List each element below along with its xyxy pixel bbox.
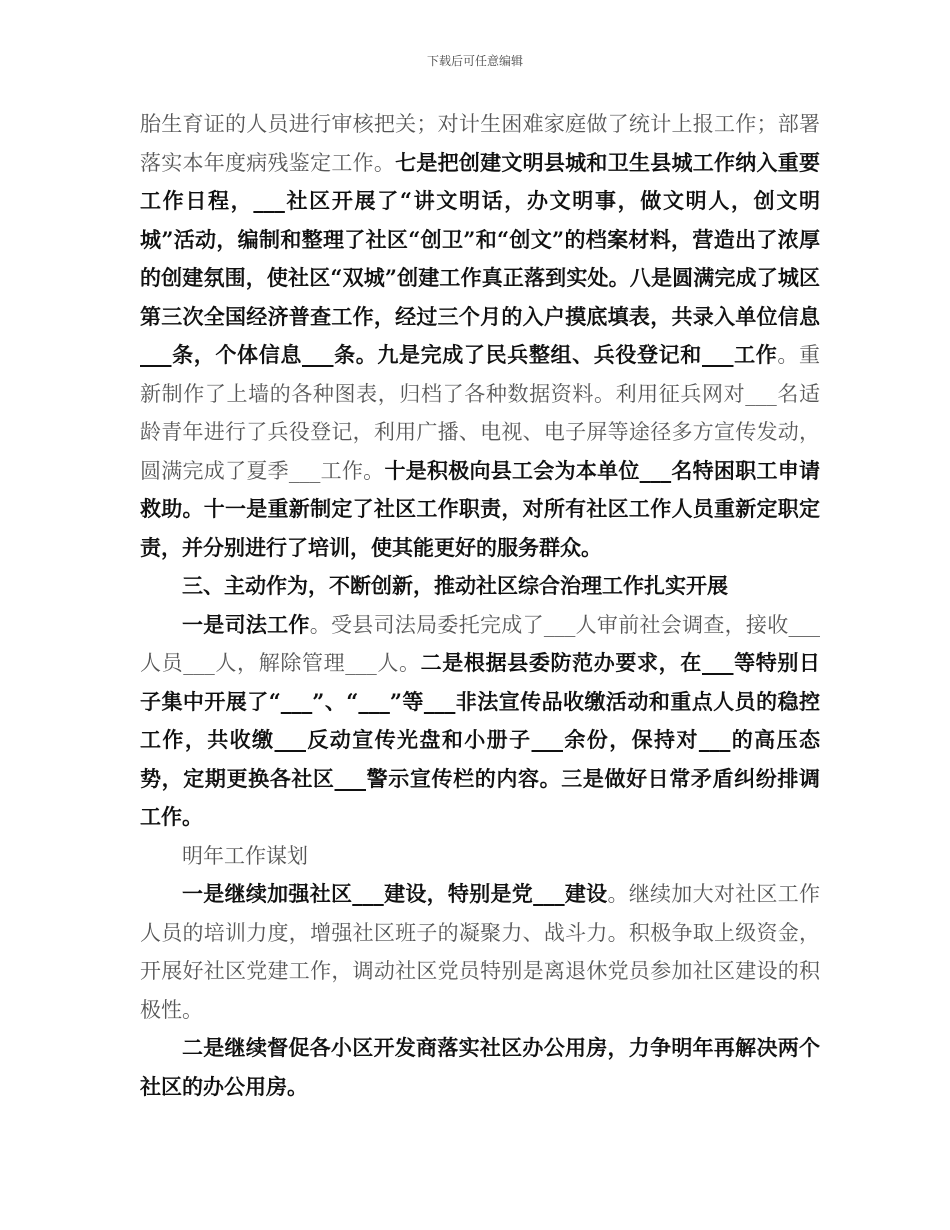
regular-text-run: 。重新制作了上墙的各种图表，归档了各种数据资料。利用征兵网对___名适龄青年进行了兵役登记，利用广播、电视、电子屏等途径多方宣传发动，圆满完成了夏季___工作。 (140, 343, 821, 483)
page-header: 下载后可任意编辑 (426, 54, 523, 68)
paragraph (140, 1029, 820, 1106)
document-body (140, 105, 820, 1106)
paragraph (140, 105, 820, 567)
bold-text-run: 一是继续加强社区___建设，特别是党___建设 (182, 881, 608, 906)
regular-text-run: 明年工作谋划 (182, 843, 308, 868)
bold-text-run: 二是继续督促各小区开发商落实社区办公用房，力争明年再解决两个社区的办公用房。 (140, 1035, 820, 1099)
paragraph (140, 837, 820, 876)
regular-text-run: 胎生育证的人员进行审核把关；对计生困难家庭做了统计上报工作；部署落实本年度病残鉴定工作。 (140, 112, 820, 175)
paragraph (140, 606, 820, 837)
bold-text-run: 七是把创建文明县城和卫生县城工作纳入重要工作日程，___社区开展了“讲文明话，办文明事，做文明人，创文明城”活动，编制和整理了社区“创卫”和“创文”的档案材料，营造出了浓厚的创建氛围，使社区“双城”创建工作真正落到实处。八是圆满完成了城区第三次全国经济普查工作，经过三个月的入户摸底填表，共录入单位信息___条，个体信息___条。九是完成了民兵整组、兵役登记和___工作 (140, 149, 821, 367)
paragraph (140, 567, 820, 606)
regular-text-run: 。受县司法局委托完成了___人审前社会调查，接收___人员___人，解除管理___人。 (140, 612, 821, 675)
bold-text-run: 一是司法工作 (182, 611, 310, 637)
bold-text-run: 三、主动作为，不断创新，推动社区综合治理工作扎实开展 (182, 573, 728, 598)
bold-text-run: 二是根据县委防范办要求，在___等特别日子集中开展了“___”、“___”等___非法宣传品收缴活动和重点人员的稳控工作，共收缴___反动宣传光盘和小册子___余份，保持对___的高压态势，定期更换各社区___警示宣传栏的内容。三是做好日常矛盾纠纷排调工作。 (140, 650, 820, 829)
regular-text-run: 。继续加大对社区工作人员的培训力度，增强社区班子的凝聚力、战斗力。积极争取上级资金，开展好社区党建工作，调动社区党员特别是离退休党员参加社区建设的积极性。 (140, 882, 821, 1022)
bold-text-run: 十是积极向县工会为本单位___名特困职工申请救助。十一是重新制定了社区工作职责，对所有社区工作人员重新定职定责，并分别进行了培训，使其能更好的服务群众。 (140, 457, 821, 560)
paragraph (140, 875, 820, 1029)
